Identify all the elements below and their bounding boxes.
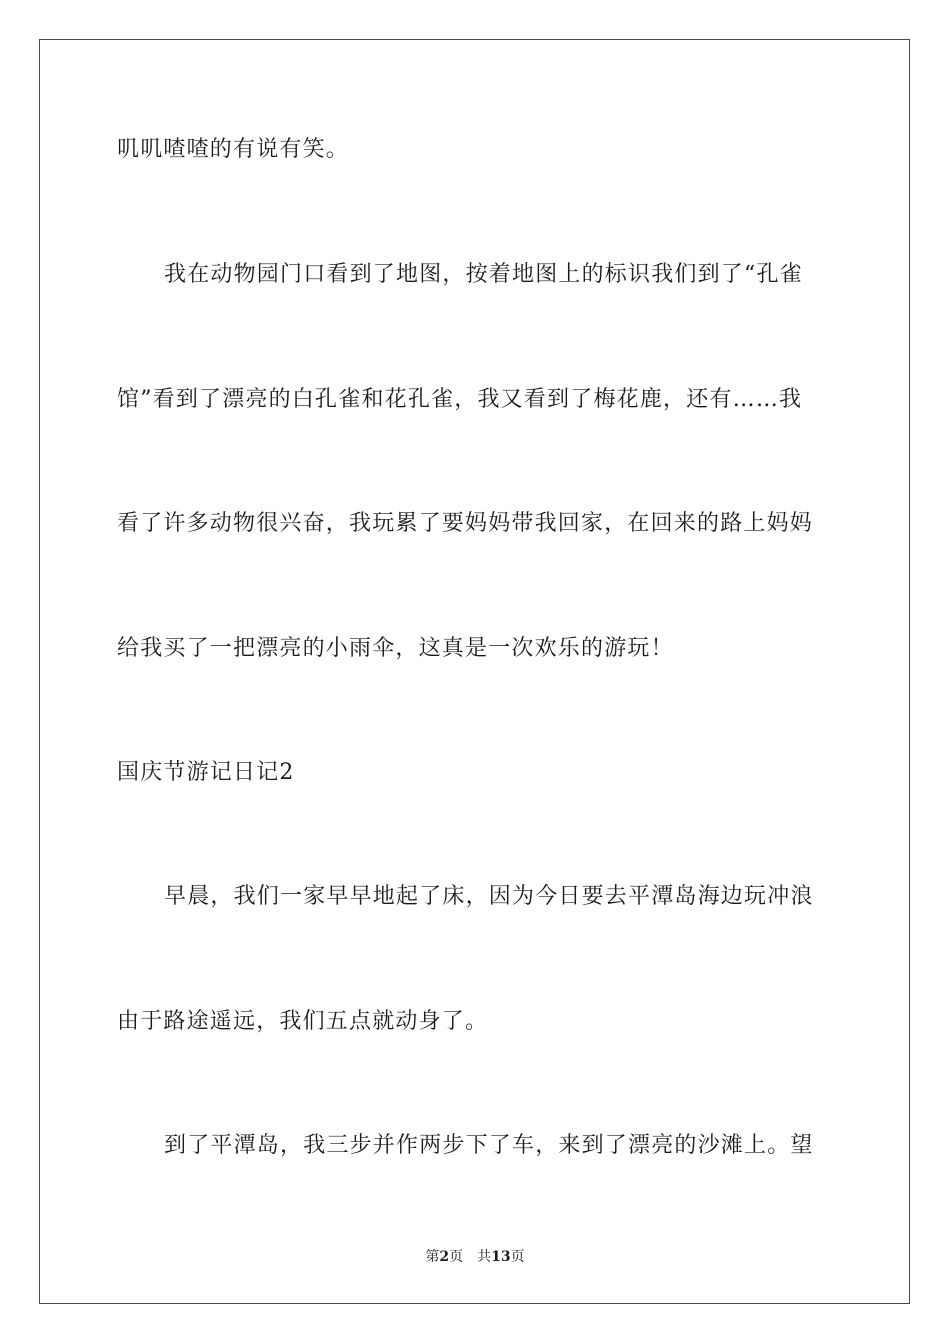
text-line: 给我买了一把漂亮的小雨伞，这真是一次欢乐的游玩！ bbox=[117, 636, 674, 661]
text-line: 叽叽喳喳的有说有笑。 bbox=[117, 137, 350, 162]
text-line: 早晨，我们一家早早地起了床，因为今日要去平潭岛海边玩冲浪 bbox=[164, 884, 814, 909]
footer-total-prefix: 共 bbox=[477, 1249, 492, 1265]
text-line: 到了平潭岛，我三步并作两步下了车，来到了漂亮的沙滩上。望 bbox=[164, 1133, 814, 1158]
text-line: 看了许多动物很兴奋，我玩累了要妈妈带我回家，在回来的路上妈妈 bbox=[117, 511, 814, 536]
footer-total-number: 13 bbox=[491, 1249, 511, 1265]
footer-total-suffix: 页 bbox=[510, 1249, 525, 1265]
footer-page-suffix: 页 bbox=[449, 1249, 464, 1265]
text-line: 由于路途遥远，我们五点就动身了。 bbox=[117, 1009, 489, 1034]
page-footer bbox=[0, 1247, 950, 1267]
page-border bbox=[39, 39, 910, 1304]
text-line: 馆”看到了漂亮的白孔雀和花孔雀，我又看到了梅花鹿，还有……我 bbox=[117, 387, 803, 412]
footer-page-prefix: 第 bbox=[425, 1249, 440, 1265]
text-line: 我在动物园门口看到了地图，按着地图上的标识我们到了“孔雀 bbox=[164, 262, 803, 287]
section-heading: 国庆节游记日记2 bbox=[117, 760, 295, 785]
footer-page-number: 2 bbox=[439, 1249, 450, 1265]
